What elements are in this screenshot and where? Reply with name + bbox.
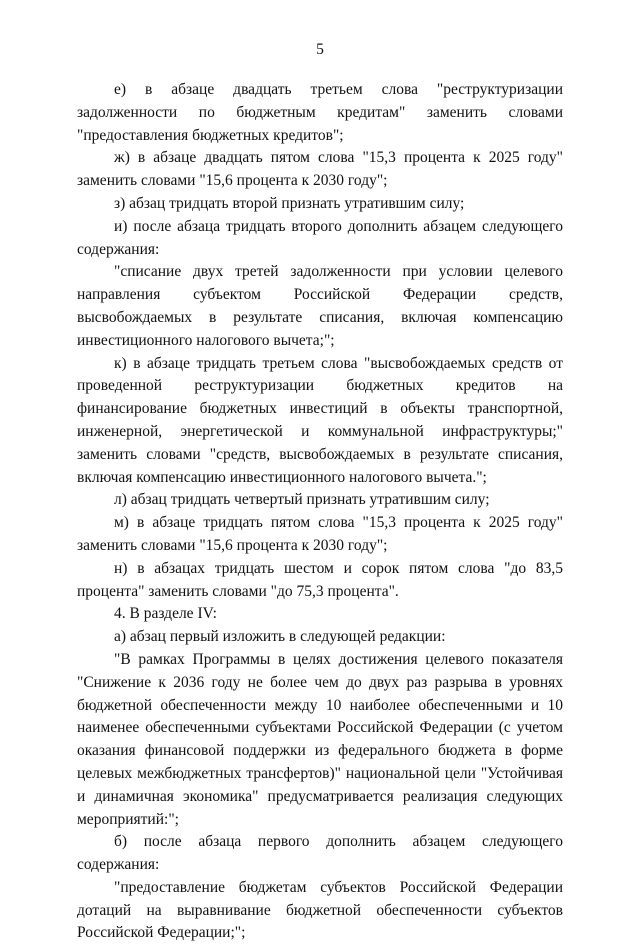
paragraph: е) в абзаце двадцать третьем слова "реструктуризации задолженности по бюджетным кредитам" заменить словами "предоставления бюджетных кредитов"; xyxy=(77,81,563,144)
paragraph: ж) в абзаце двадцать пятом слова "15,3 процента к 2025 году" заменить словами "15,6 процента к 2030 году"; xyxy=(77,149,563,190)
paragraph: "списание двух третей задолженности при условии целевого направления субъектом Российской Федерации средств, высвобождаемых в результате списания, включая компенсацию инвестиционного налогового вычета;"; xyxy=(77,263,563,349)
paragraph: а) абзац первый изложить в следующей редакции: xyxy=(114,628,446,646)
page-number: 5 xyxy=(316,41,324,58)
paragraph: "предоставление бюджетам субъектов Российской Федерации дотаций на выравнивание бюджетной обеспеченности субъектов Российской Федерации;"; xyxy=(77,878,563,942)
paragraph: к) в абзаце тридцать третьем слова "высвобождаемых средств от проведенной реструктуризации бюджетных кредитов на финансирование бюджетных инвестиций в объекты транспортной, инженерной, энергетической и коммунальной инфраструктуры;" заменить словами "средств, высвобождаемых в результате списания, включая компенсацию инвестиционного налогового вычета."; xyxy=(77,354,563,486)
paragraph: б) после абзаца первого дополнить абзацем следующего содержания: xyxy=(77,833,563,874)
paragraph: л) абзац тридцать четвертый признать утратившим силу; xyxy=(114,491,490,509)
paragraph: з) абзац тридцать второй признать утратившим силу; xyxy=(114,194,465,212)
paragraph: и) после абзаца тридцать второго дополнить абзацем следующего содержания: xyxy=(77,217,563,258)
paragraph: н) в абзацах тридцать шестом и сорок пятом слова "до 83,5 процента" заменить словами "до 75,3 процента". xyxy=(77,559,563,600)
paragraph: м) в абзаце тридцать пятом слова "15,3 процента к 2025 году" заменить словами "15,6 процента к 2030 году"; xyxy=(77,514,563,554)
paragraph: "В рамках Программы в целях достижения целевого показателя "Снижение к 2036 году не более чем до двух раз разрыва в уровнях бюджетной обеспеченности между 10 наиболее обеспеченными и 10 наименее обеспеченными субъектами Российской Федерации (с учетом оказания финансовой поддержки из федерального бюджета в форме целевых межбюджетных трансфертов)" национальной цели "Устойчивая и динамичная экономика" предусматривается реализация следующих мероприятий:"; xyxy=(77,650,563,828)
document-body xyxy=(77,79,563,945)
paragraph: 4. В разделе IV: xyxy=(114,605,217,623)
